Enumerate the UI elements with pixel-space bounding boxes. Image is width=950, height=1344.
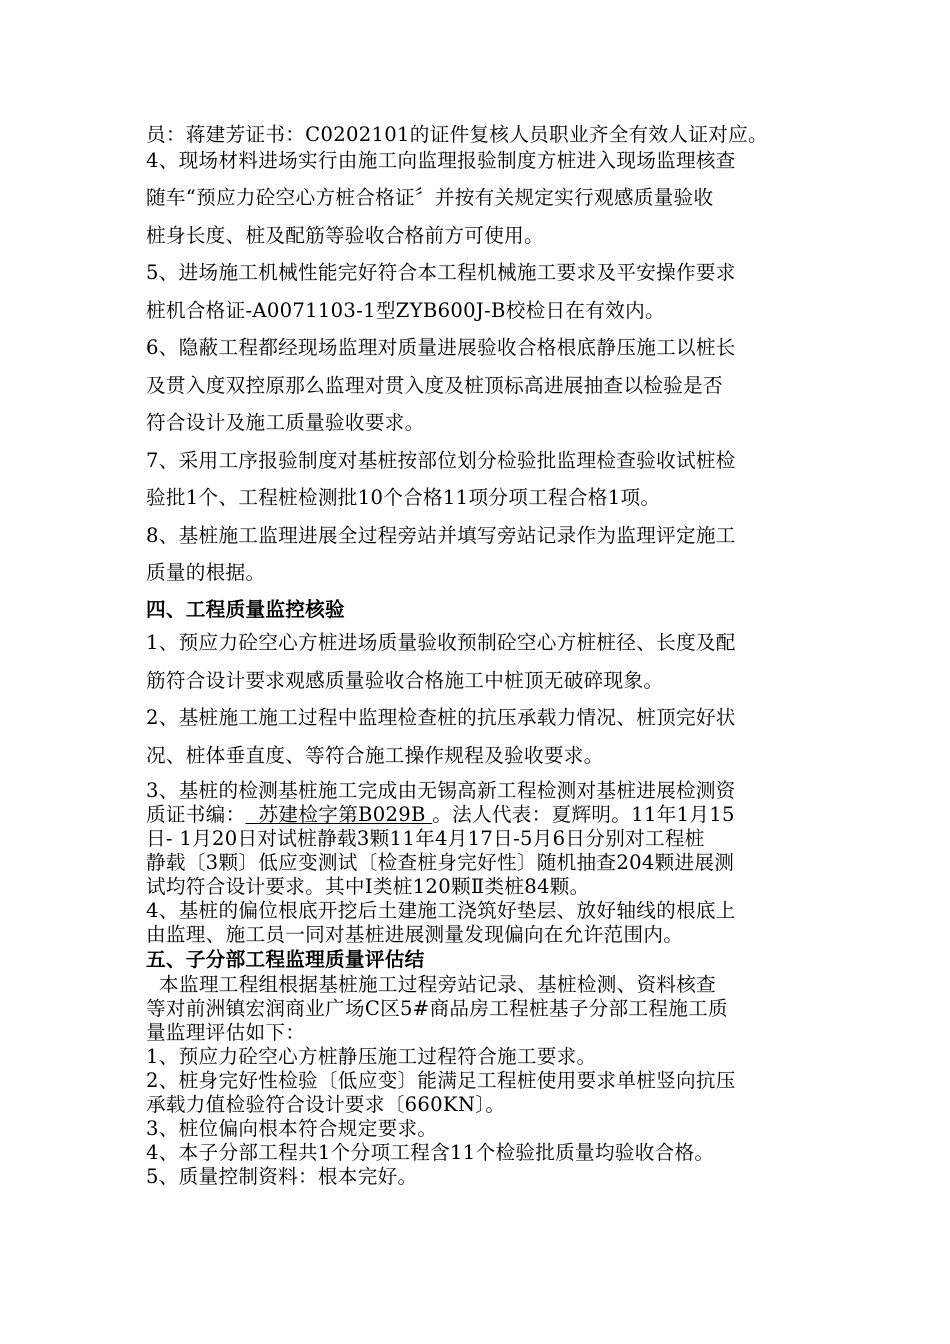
text-line: 日- 1月20日对试桩静载3颗11年4月17日-5月6日分别对工程桩 bbox=[146, 827, 705, 850]
text-line: 1、预应力砼空心方桩静压施工过程符合施工要求。 bbox=[146, 1045, 597, 1068]
text-line: 4、基桩的偏位根底开挖后土建施工浇筑好垫层、放好轴线的根底上 bbox=[146, 899, 736, 922]
text-line: 8、基桩施工监理进展全过程旁站并填写旁站记录作为监理评定施工 bbox=[146, 524, 736, 547]
section-heading-5: 五、子分部工程监理质量评估结 bbox=[146, 948, 425, 971]
certificate-line bbox=[146, 803, 735, 827]
text-line: 5、质量控制资料：根本完好。 bbox=[146, 1165, 418, 1188]
text-line: 2、桩身完好性检验〔低应变〕能满足工程桩使用要求单桩竖向抗压 bbox=[146, 1069, 736, 1092]
text-line: 桩身长度、桩及配筋等验收合格前方可使用。 bbox=[146, 224, 544, 247]
text-line: 6、隐蔽工程都经现场监理对质量进展验收合格根底静压施工以桩长 bbox=[146, 336, 736, 359]
text-line: 3、基桩的检测基桩施工完成由无锡高新工程检测对基桩进展检测资 bbox=[146, 779, 736, 802]
text-line: 4、现场材料进场实行由施工向监理报验制度方桩进入现场监理核查 bbox=[146, 149, 736, 172]
text-line: 承载力值检验符合设计要求〔660KN〕。 bbox=[146, 1093, 506, 1116]
text-line: 验批1个、工程桩检测批10个合格11项分项工程合格1项。 bbox=[146, 486, 661, 509]
text-line: 量监理评估如下： bbox=[146, 1021, 306, 1044]
text-line: 试均符合设计要求。其中Ⅰ类桩120颗Ⅱ类桩84颗。 bbox=[146, 875, 590, 898]
text-line: 3、桩位偏向根本符合规定要求。 bbox=[146, 1117, 438, 1140]
text-line: 2、基桩施工施工过程中监理检查桩的抗压承载力情况、桩顶完好状 bbox=[146, 706, 736, 729]
text-line: 1、预应力砼空心方桩进场质量验收预制砼空心方桩桩径、长度及配 bbox=[146, 631, 736, 654]
text-line: 筋符合设计要求观感质量验收合格施工中桩顶无破碎现象。 bbox=[146, 669, 664, 692]
text-line: 况、桩体垂直度、等符合施工操作规程及验收要求。 bbox=[146, 744, 604, 767]
text-line: 4、本子分部工程共1个分项工程含11个检验批质量均验收合格。 bbox=[146, 1141, 715, 1164]
text-line: 静载〔3颗〕低应变测试〔检查桩身完好性〕随机抽查204颗进展测 bbox=[146, 851, 735, 874]
certificate-number: 苏建检字第B029B bbox=[245, 803, 433, 826]
text-line: 本监理工程组根据基桩施工过程旁站记录、基桩检测、资料核查 bbox=[146, 973, 717, 996]
section-heading-4: 四、工程质量监控核验 bbox=[146, 598, 345, 621]
text-line: 桩机合格证-A0071103-1型ZYB600J-B校检日在有效内。 bbox=[146, 299, 665, 322]
text-line: 符合设计及施工质量验收要求。 bbox=[146, 411, 425, 434]
certificate-suffix: 。法人代表：夏辉明。11年1月15 bbox=[432, 803, 735, 826]
text-line: 随车“预应力砼空心方桩合格证〞并按有关规定实行观感质量验收 bbox=[146, 186, 714, 209]
certificate-label: 质证书编： bbox=[146, 803, 246, 826]
text-line: 7、采用工序报验制度对基桩按部位划分检验批监理检查验收试桩检 bbox=[146, 449, 736, 472]
text-line: 由监理、施工员一同对基桩进展测量发现偏向在允许范围内。 bbox=[146, 923, 684, 946]
text-line: 质量的根据。 bbox=[146, 561, 266, 584]
text-line: 5、进场施工机械性能完好符合本工程机械施工要求及平安操作要求 bbox=[146, 261, 736, 284]
text-line: 员：蒋建芳证书：C0202101的证件复核人员职业齐全有效人证对应。 bbox=[146, 123, 768, 146]
text-line: 等对前洲镇宏润商业广场C区5#商品房工程桩基子分部工程施工质 bbox=[146, 997, 728, 1020]
text-line: 及贯入度双控原那么监理对贯入度及桩顶标高进展抽查以检验是否 bbox=[146, 374, 723, 397]
